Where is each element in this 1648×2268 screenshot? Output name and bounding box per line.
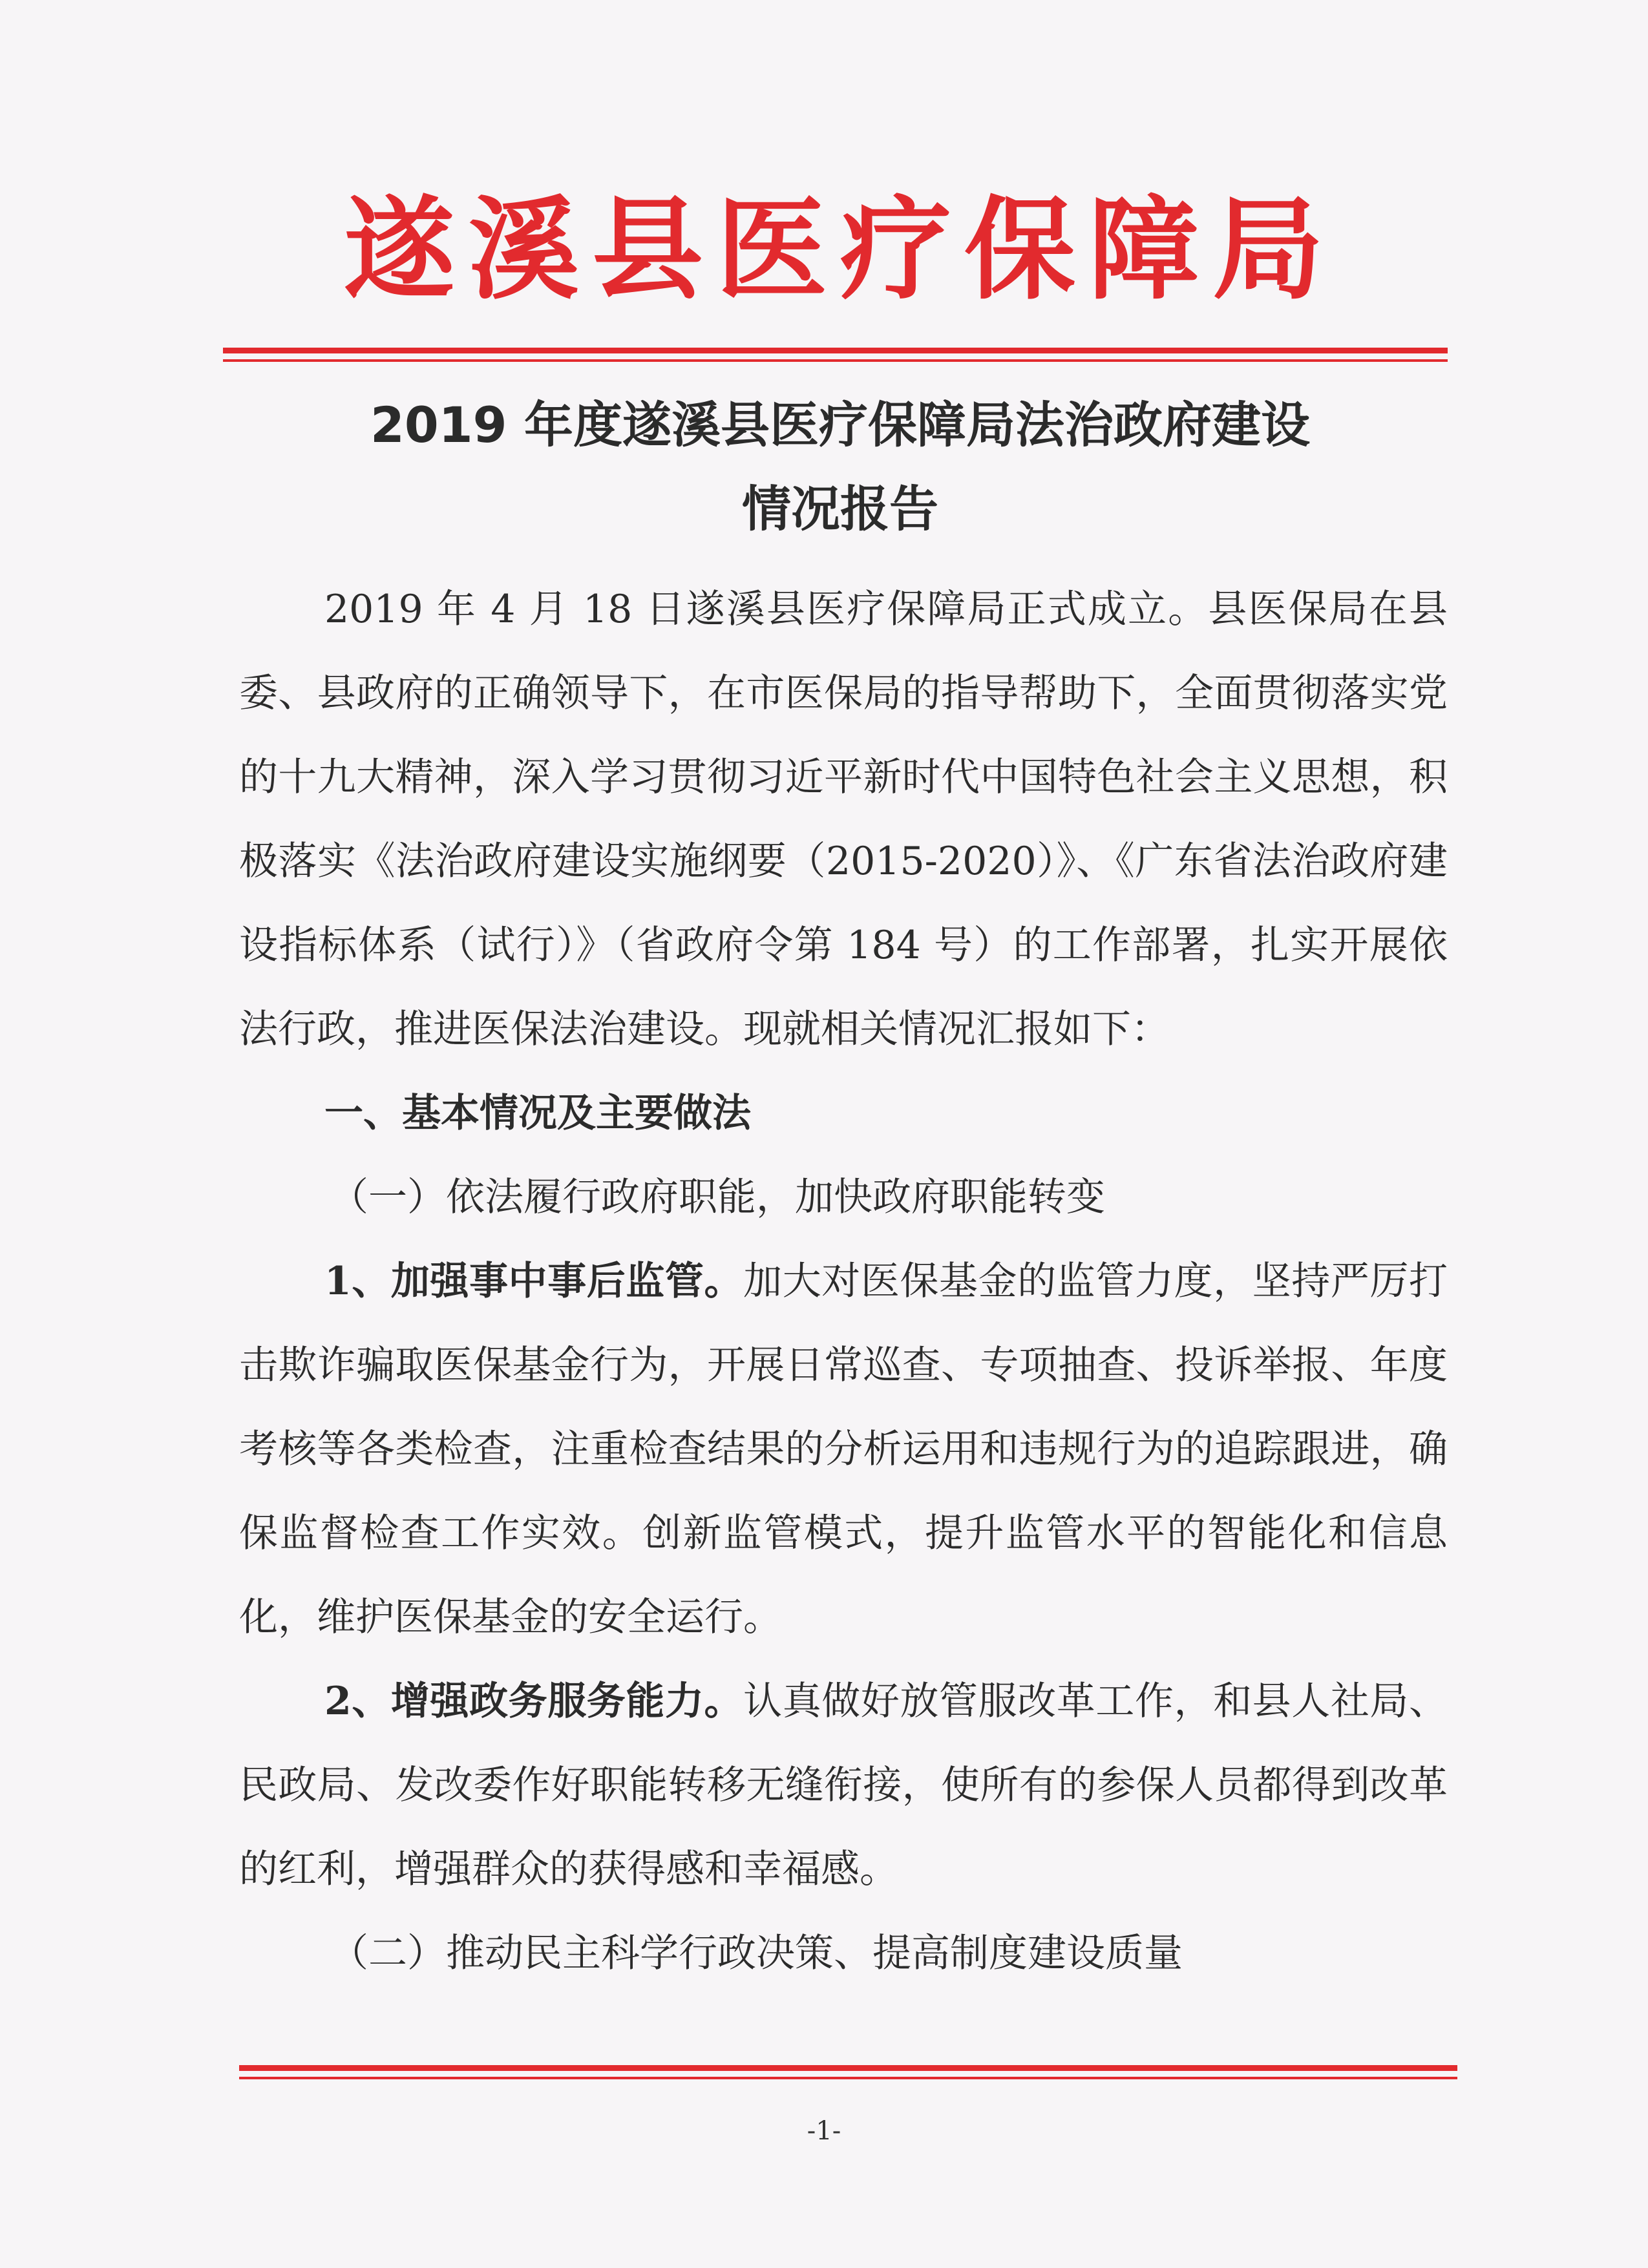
header-rule-thick: [223, 348, 1448, 353]
section-heading-1: 一、基本情况及主要做法: [324, 1091, 751, 1136]
footer-rule-thin: [239, 2077, 1457, 2079]
agency-letterhead: 遂溪县医疗保障局: [344, 184, 1336, 315]
item-1-lead: 1、加强事中事后监管。: [324, 1259, 744, 1304]
document-title-line-1: 2019 年度遂溪县医疗保障局法治政府建设: [370, 396, 1310, 454]
item-1-text: 加大对医保基金的监管力度，坚持严厉打击欺诈骗取医保基金行为，开展日常巡查、专项抽查、投诉举报、年度考核等各类检查，注重检查结果的分析运用和违规行为的追踪跟进，确保监督检查工作实效。创新监管模式，提升监管水平的智能化和信息化，维护医保基金的安全运行。: [239, 1259, 1448, 1640]
page-number: -1-: [807, 2116, 841, 2146]
document-title-line-2: 情况报告: [742, 480, 938, 538]
item-2-lead: 2、增强政务服务能力。: [324, 1679, 744, 1724]
item-1-paragraph: [239, 1239, 1448, 1659]
subsection-heading-2: （二）推动民主科学行政决策、提高制度建设质量: [330, 1931, 1183, 1976]
item-2-paragraph: [239, 1659, 1448, 1911]
item-2-text: 认真做好放管服改革工作，和县人社局、民政局、发改委作好职能转移无缝衔接，使所有的参保人员都得到改革的红利，增强群众的获得感和幸福感。: [239, 1679, 1448, 1892]
subsection-heading-1: （一）依法履行政府职能，加快政府职能转变: [330, 1175, 1105, 1220]
header-rule-thin: [223, 359, 1448, 362]
intro-paragraph: 2019 年 4 月 18 日遂溪县医疗保障局正式成立。县医保局在县委、县政府的正确领导下，在市医保局的指导帮助下，全面贯彻落实党的十九大精神，深入学习贯彻习近平新时代中国特色社会主义思想，积极落实《法治政府建设实施纲要（2015-2020）》、《广东省法治政府建设指标体系（试行）》（省政府令第 184 号）的工作部署，扎实开展依法行政，推进医保法治建设。现就相关情况汇报如下：: [239, 587, 1448, 1052]
document-body: [239, 567, 1448, 1995]
footer-rule-thick: [239, 2065, 1457, 2071]
